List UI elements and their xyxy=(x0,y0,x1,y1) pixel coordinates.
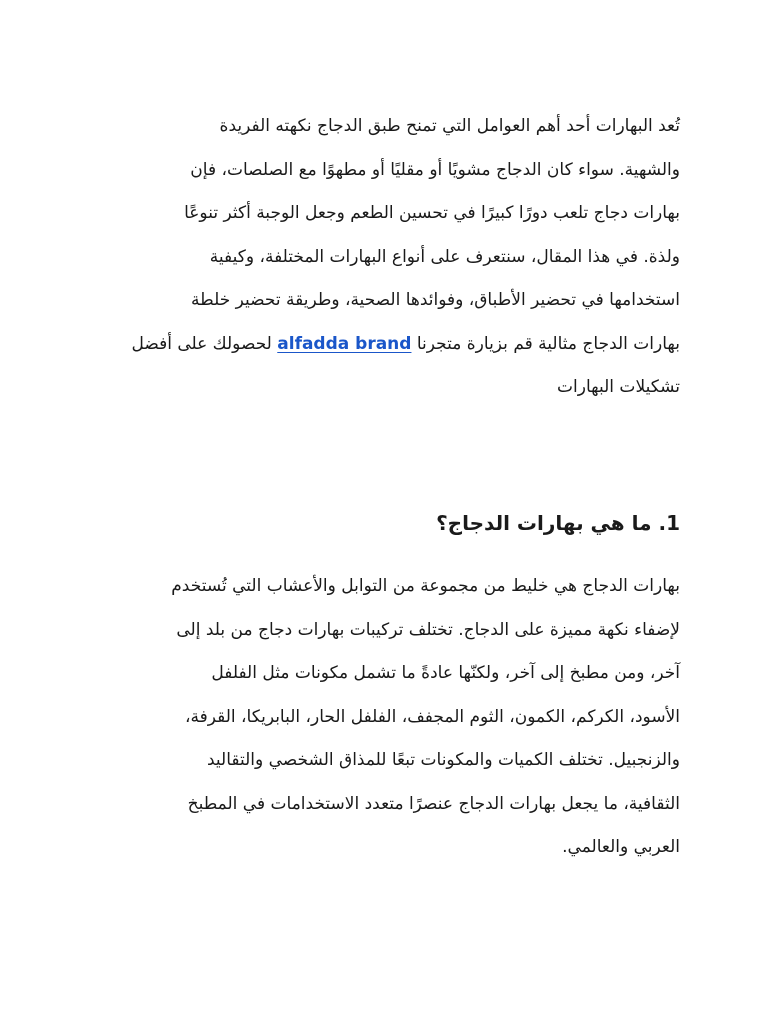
section-line: بهارات الدجاج هي خليط من مجموعة من التوابل والأعشاب التي تُستخدم xyxy=(171,576,680,596)
section-line: الثقافية، ما يجعل بهارات الدجاج عنصرًا متعدد الاستخدامات في المطبخ xyxy=(187,793,680,814)
intro-line: تُعد البهارات أحد أهم العوامل التي تمنح طبق الدجاج نكهته الفريدة xyxy=(219,116,680,136)
section-line: والزنجبيل. تختلف الكميات والمكونات تبعًا للمذاق الشخصي والتقاليد xyxy=(206,750,680,770)
section-line: لإضفاء نكهة مميزة على الدجاج. تختلف تركيبات بهارات دجاج من بلد إلى xyxy=(176,619,680,640)
intro-link-line xyxy=(96,323,680,367)
section-line: الأسود، الكركم، الكمون، الثوم المجفف، الفلفل الحار، البابريكا، القرفة، xyxy=(185,706,680,727)
intro-line: بهارات دجاج تلعب دورًا كبيرًا في تحسين الطعم وجعل الوجبة أكثر تنوعًا xyxy=(184,203,680,223)
section-line: العربي والعالمي. xyxy=(562,837,680,857)
intro-line: والشهية. سواء كان الدجاج مشويًا أو مقليًا أو مطهوًا مع الصلصات، فإن xyxy=(190,159,680,180)
intro-link-line-after: لحصولك على أفضل xyxy=(131,333,272,354)
intro-link-line-before: بهارات الدجاج مثالية قم بزيارة متجرنا xyxy=(416,333,680,354)
intro-line: استخدامها في تحضير الأطباق، وفوائدها الصحية، وطريقة تحضير خلطة xyxy=(191,290,680,310)
intro-line: ولذة. في هذا المقال، سنتعرف على أنواع البهارات المختلفة، وكيفية xyxy=(209,246,680,267)
section-paragraph xyxy=(96,565,680,870)
section-heading: 1. ما هي بهارات الدجاج؟ xyxy=(436,511,680,535)
alfadda-brand-link[interactable]: alfadda brand xyxy=(277,333,412,354)
section-line: آخر، ومن مطبخ إلى آخر، ولكنّها عادةً ما تشمل مكونات مثل الفلفل xyxy=(211,663,680,683)
intro-line: تشكيلات البهارات xyxy=(557,377,680,397)
document-page xyxy=(96,105,680,857)
intro-paragraph xyxy=(96,105,680,410)
